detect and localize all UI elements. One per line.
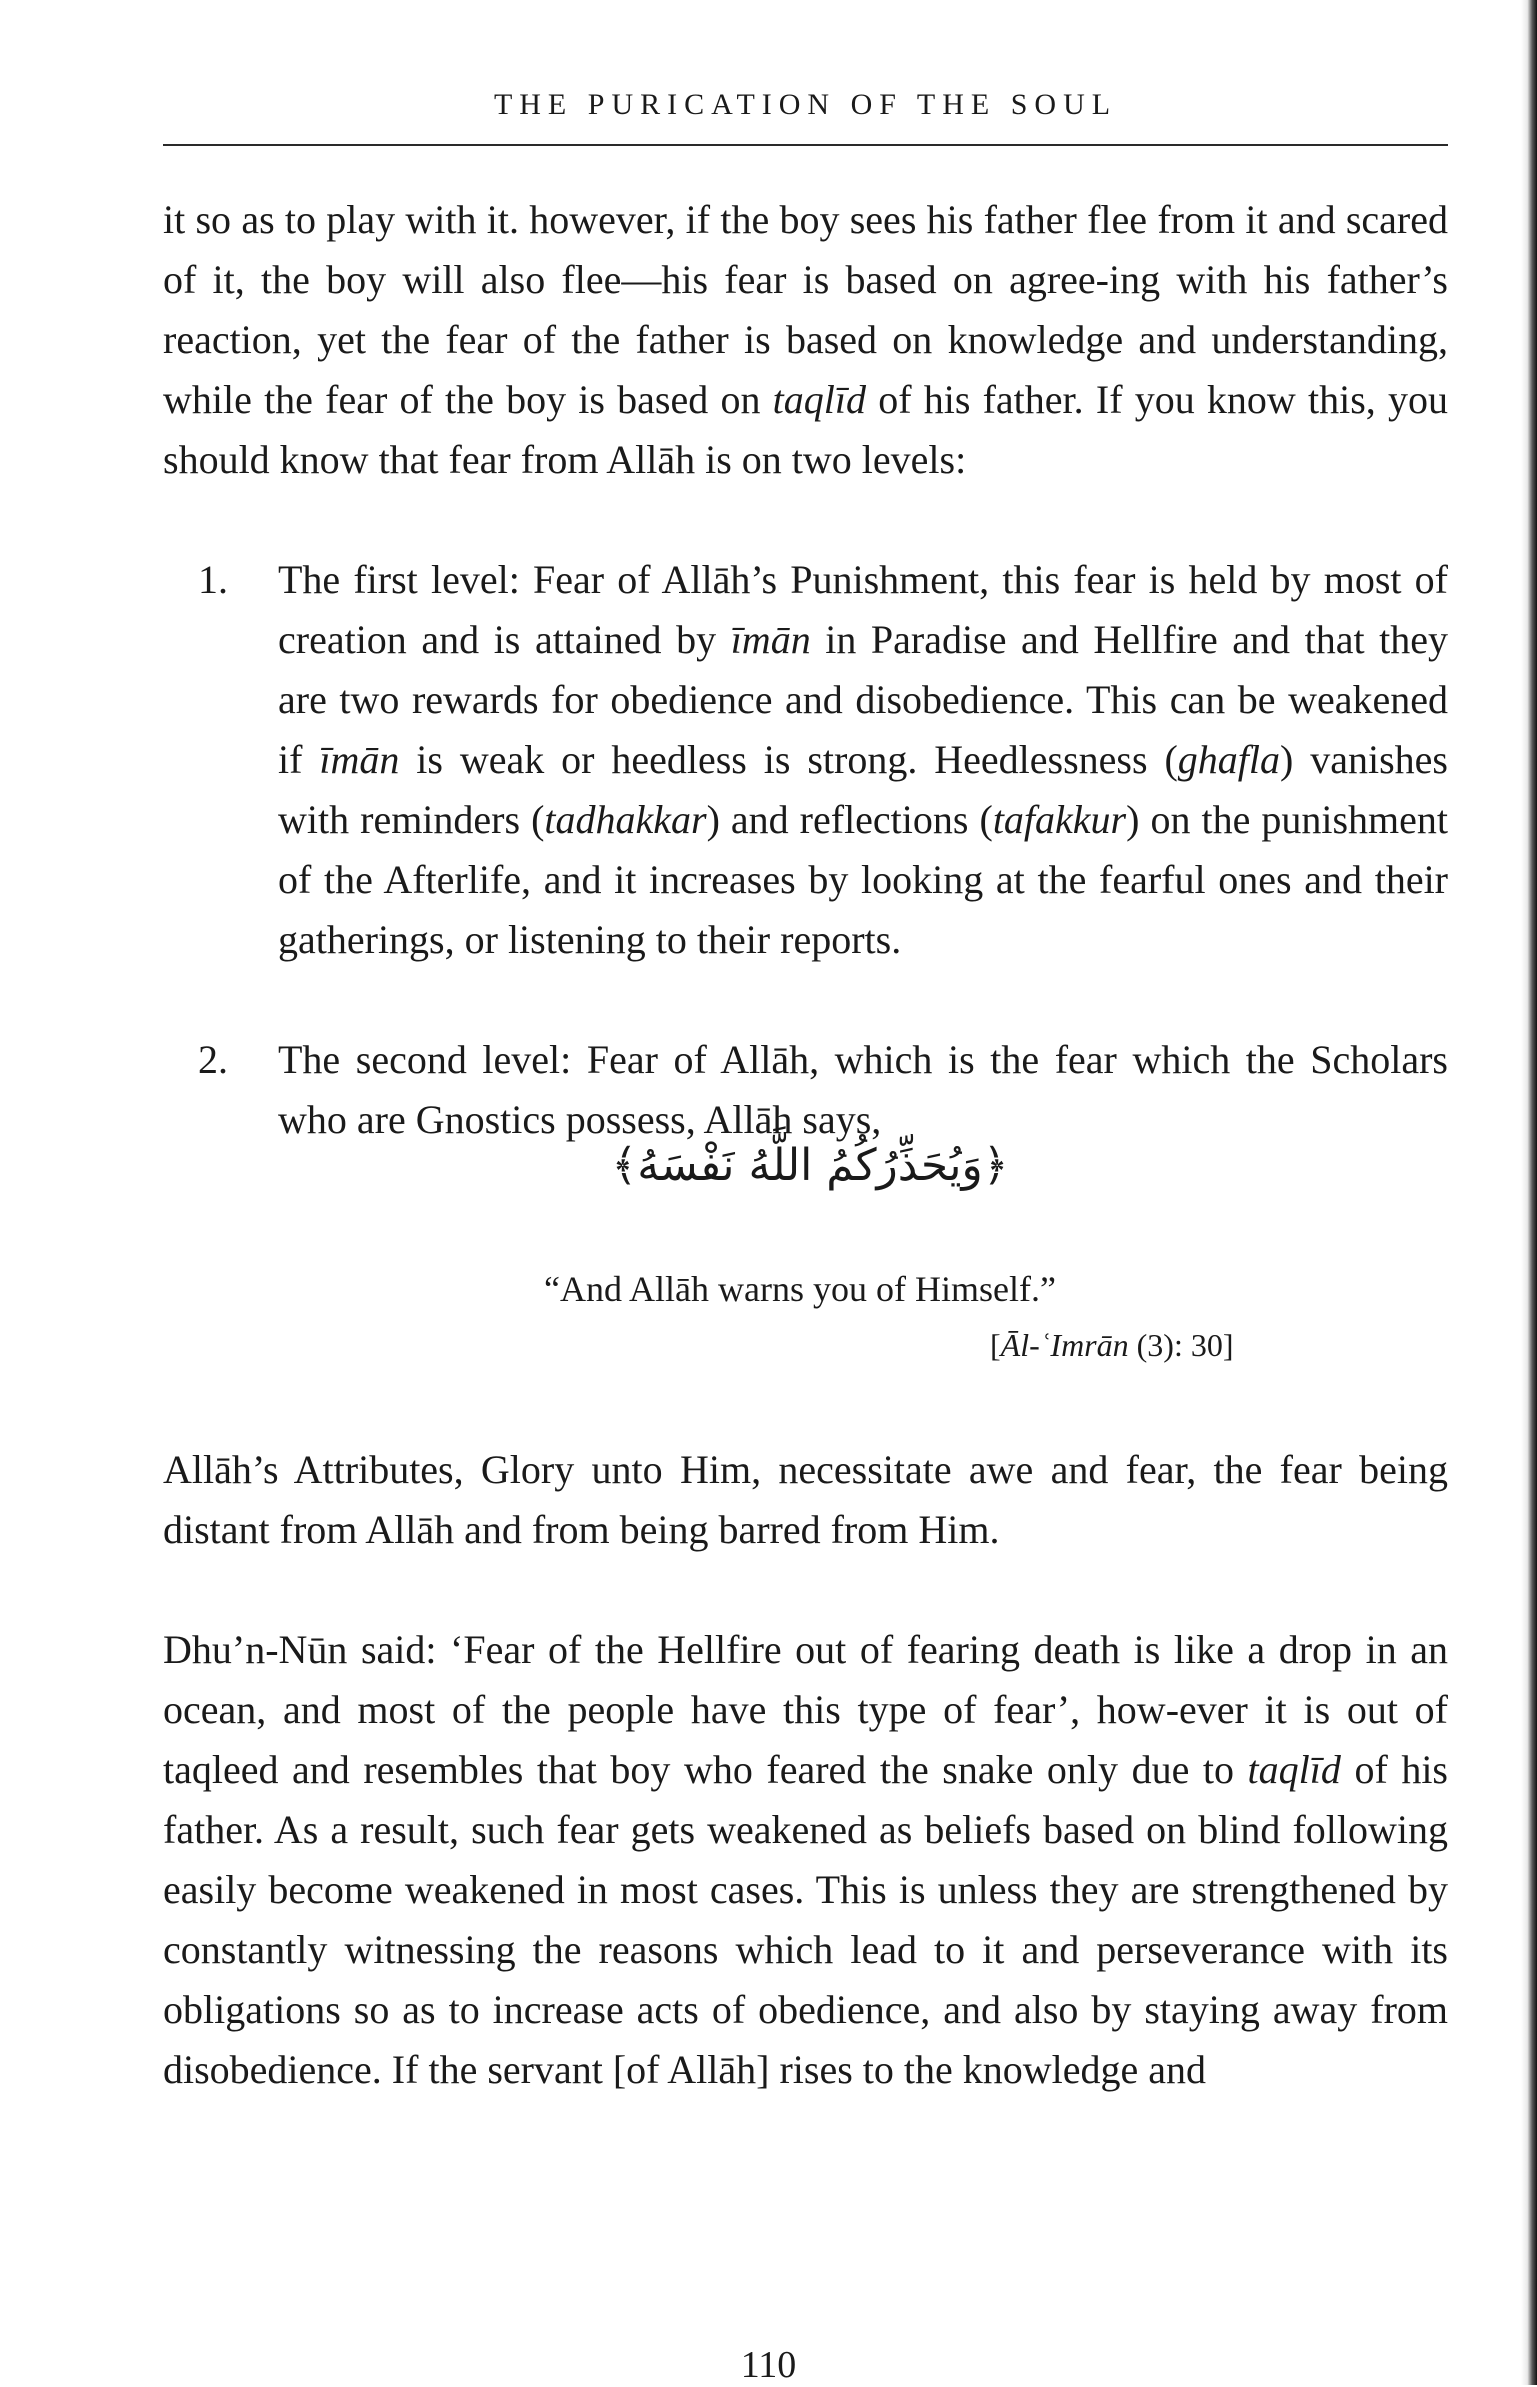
list-item-1-term-iman-b: īmān [319,737,400,782]
list-number-2: 2. [198,1037,228,1082]
paragraph-3-term-taqlid: taqlīd [1247,1747,1341,1792]
list-item-1-term-ghafla: ghafla [1177,737,1281,782]
list-item-1-text-a: The first level: Fear of Allāh’s Punishment, this fear is held by most of creation and is attained by [278,557,1448,662]
list-item-1-term-tafakkur: tafakkur [992,797,1127,842]
verse-translation: “And Allāh warns you of Himself.” [544,1269,1056,1309]
list-item-1 [198,550,1449,970]
citation-surah: Āl-ʿImrān [1000,1327,1129,1363]
paragraph-1-text-a: it so as to play with it. however, if the boy sees his father flee from it and scared of it, the boy will also flee—his fear is based on agree-ing with his father’s reaction, yet the fear of the father is based on knowledge and understanding, while the fear of the boy is based on [163,197,1448,422]
list-item-1-term-tadhakkar: tadhakkar [544,797,707,842]
paragraph-1 [163,190,1448,490]
list-item-1-text-b: in Paradise and Hellfire and that they are two rewards for obedience and disobedience. This can be weakened if [278,617,1449,782]
list-item-1-text-d: ) vanishes with reminders ( [278,737,1448,842]
paragraph-3 [163,1620,1448,2100]
quran-verse-arabic: ﴿وَيُحَذِّرُكُمُ اللَّهُ نَفْسَهُ﴾ [611,1140,1009,1191]
list-item-1-text-e: ) and reflections ( [706,797,993,842]
paragraph-1-term-taqlid: taqlīd [772,377,866,422]
page-edge-shadow [1521,0,1537,2385]
citation-open-bracket: [ [990,1327,1001,1363]
page-number: 110 [740,2344,797,2386]
paragraph-1-text-b: of his father. If you know this, you should know that fear from Allāh is on two levels: [163,377,1448,482]
list-item-1-text-f: ) on the punishment of the Afterlife, and it increases by looking at the fearful ones and their gatherings, or listening to their reports. [278,797,1448,962]
list-item-2 [198,1030,1448,1150]
list-item-1-term-iman-a: īmān [730,617,811,662]
list-item-2-text: The second level: Fear of Allāh, which is the fear which the Scholars who are Gnostics possess, Allāh says, [278,1037,1448,1142]
running-head: THE PURICATION OF THE SOUL [493,88,1118,121]
paragraph-2: Allāh’s Attributes, Glory unto Him, necessitate awe and fear, the fear being distant from Allāh and from being barred from Him. [163,1447,1448,1552]
list-item-1-text-c: is weak or heedless is strong. Heedlessness ( [399,737,1178,782]
list-number-1: 1. [198,557,228,602]
paragraph-3-text-a: Dhu’n-Nūn said: ‘Fear of the Hellfire out of fearing death is like a drop in an ocean, and most of the people have this type of fear’, how-ever it is out of taqleed and resembles that boy who feared the snake only due to [163,1627,1448,1792]
paragraph-3-text-b: of his father. As a result, such fear gets weakened as beliefs based on blind following easily become weakened in most cases. This is unless they are strengthened by constantly witnessing the reasons which lead to it and perseverance with its obligations so as to increase acts of obedience, and also by staying away from disobedience. If the servant [of Allāh] rises to the knowledge and [163,1747,1449,2092]
verse-citation [990,1323,1233,1367]
header-rule [163,144,1448,146]
citation-reference: (3): 30] [1128,1327,1234,1363]
